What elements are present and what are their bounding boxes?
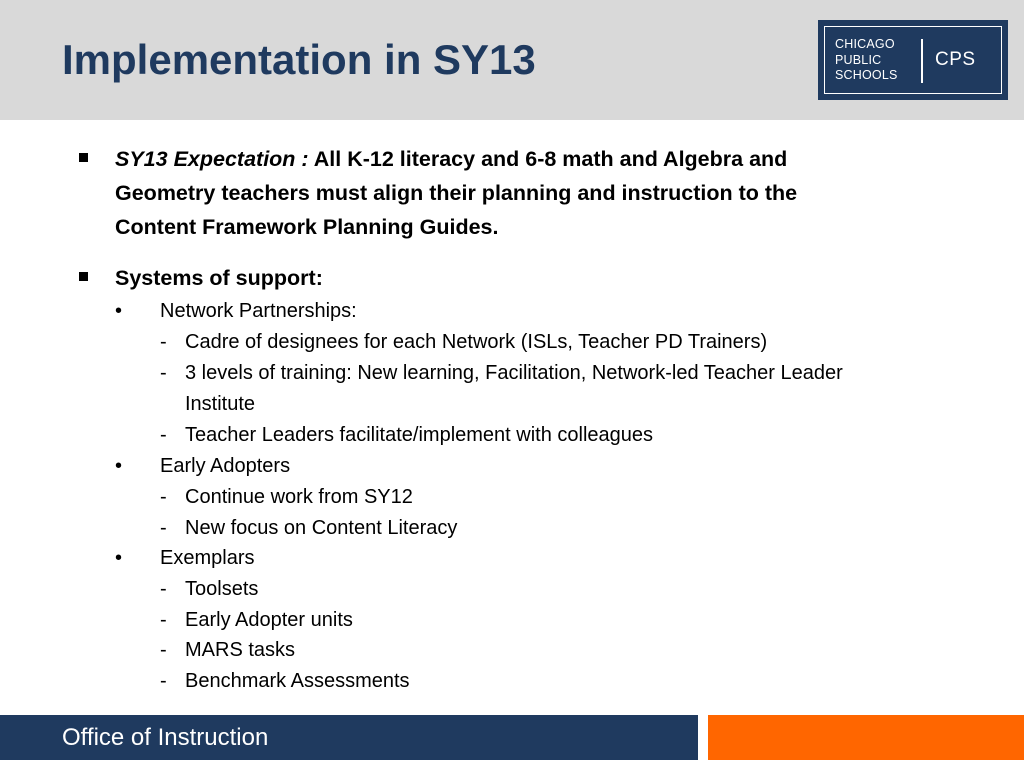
expectation-text-1: All K-12 literacy and 6-8 math and Algebra and xyxy=(313,147,788,171)
bullet-dot-icon: • xyxy=(115,547,123,569)
footer-office-label: Office of Instruction xyxy=(62,724,269,751)
support-heading: Systems of support: xyxy=(115,266,323,290)
list-item: Early Adopter units xyxy=(185,609,353,631)
list-item: MARS tasks xyxy=(185,639,296,661)
expectation-label: SY13 Expectation : xyxy=(115,147,309,171)
logo-line-chicago: CHICAGO xyxy=(835,37,895,51)
list-item: Toolsets xyxy=(185,578,259,600)
dash-icon: - xyxy=(160,639,167,661)
footer-accent xyxy=(708,715,1024,760)
expectation-line-2: Geometry teachers must align their planning and instruction to the xyxy=(115,181,798,205)
expectation-line-1 xyxy=(115,142,787,176)
bullet-dot-icon: • xyxy=(115,300,123,322)
dash-icon: - xyxy=(160,517,167,539)
square-bullet-icon xyxy=(79,153,88,162)
group-label-early-adopters: Early Adopters xyxy=(160,455,291,477)
logo-line-public: PUBLIC xyxy=(835,52,882,67)
list-item: New focus on Content Literacy xyxy=(185,517,458,539)
logo-abbr: CPS xyxy=(935,49,976,70)
list-item: Cadre of designees for each Network (ISLs, Teacher PD Trainers) xyxy=(185,331,768,353)
bullet-dot-icon: • xyxy=(115,455,123,477)
dash-icon: - xyxy=(160,609,167,631)
expectation-line-3: Content Framework Planning Guides. xyxy=(115,215,499,239)
dash-icon: - xyxy=(160,578,167,600)
square-bullet-icon xyxy=(79,272,88,281)
dash-icon: - xyxy=(160,331,167,353)
list-item: Teacher Leaders facilitate/implement with colleagues xyxy=(185,424,654,446)
list-item: Benchmark Assessments xyxy=(185,670,410,692)
dash-icon: - xyxy=(160,486,167,508)
logo-line-schools: SCHOOLS xyxy=(835,68,898,82)
list-item: Continue work from SY12 xyxy=(185,486,413,508)
group-label-exemplars: Exemplars xyxy=(160,547,255,569)
dash-icon: - xyxy=(160,424,167,446)
footer-bar xyxy=(0,715,698,760)
dash-icon: - xyxy=(160,670,167,692)
dash-icon: - xyxy=(160,362,167,384)
list-item-continuation: Institute xyxy=(185,393,256,415)
group-label-network-partnerships: Network Partnerships: xyxy=(160,300,357,322)
page-title: Implementation in SY13 xyxy=(62,36,536,83)
list-item: 3 levels of training: New learning, Facilitation, Network-led Teacher Leader xyxy=(185,362,843,384)
